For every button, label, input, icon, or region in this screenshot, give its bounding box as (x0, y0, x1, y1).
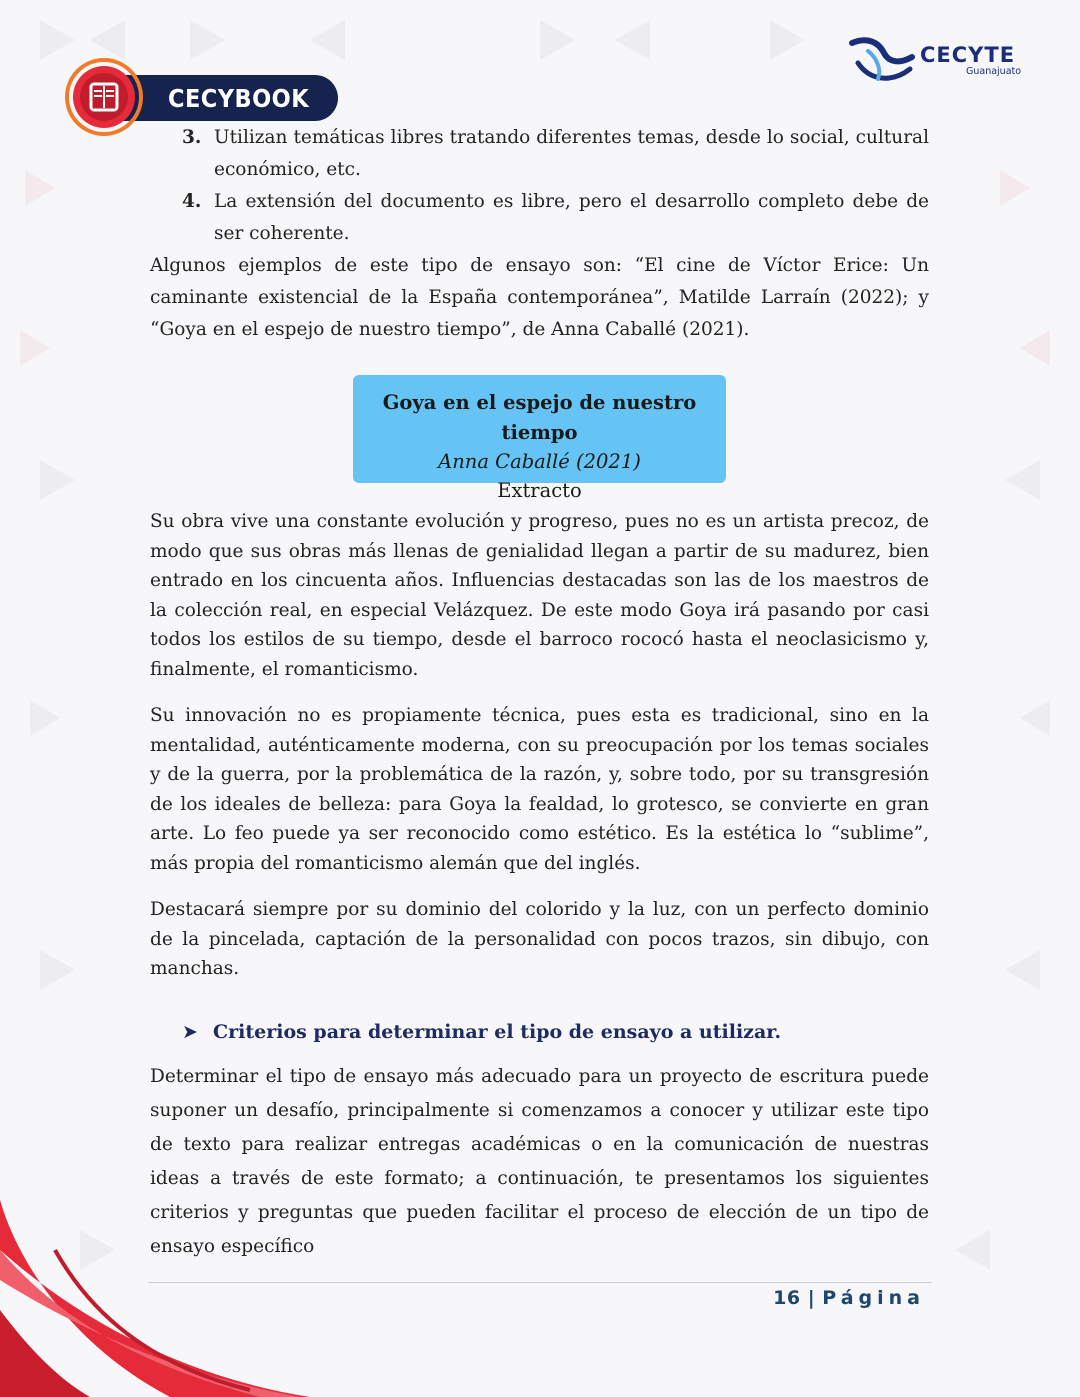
callout-label: Extracto (497, 479, 582, 502)
list-item (150, 122, 929, 186)
callout-title: Goya en el espejo de nuestro tiempo (382, 391, 697, 444)
body-paragraph: Su innovación no es propiamente técnica, pues esta es tradicional, sino en la mentalidad, auténticamente moderna, con su preocupación por los temas sociales y de la guerra, por la problemática de la razón, y, sobre todo, por su transgresión de los ideales de belleza: para Goya la fealdad, lo grotesco, se convierte en gran arte. Lo feo puede ya ser reconocido como estético. Es la estética lo “sublime”, más propia del romanticismo alemán que del inglés. (150, 705, 929, 874)
section-heading-text: Criterios para determinar el tipo de ensayo a utilizar. (213, 1020, 782, 1043)
examples-paragraph: Algunos ejemplos de este tipo de ensayo son: “El cine de Víctor Erice: Un caminante existencial de la España contemporánea”, Matilde Larraín (2022); y “Goya en el espejo de nuestro tiempo”, de Anna Caballé (2021). (150, 255, 929, 340)
callout-author: Anna Caballé (2021) (438, 450, 641, 473)
list-item-text: La extensión del documento es libre, pero el desarrollo completo debe de ser coherente. (214, 191, 929, 244)
body-paragraph: Su obra vive una constante evolución y progreso, pues no es un artista precoz, de modo que sus obras más llenas de genialidad llegan a partir de su madurez, bien entrado en los cincuenta años. Influencias destacadas son las de los maestros de la colección real, en especial Velázquez. De este modo Goya irá pasando por casi todos los estilos de su tiempo, desde el barroco rococó hasta el neoclasicismo y, finalmente, el romanticismo. (150, 511, 929, 680)
cecyte-logo (848, 35, 1028, 87)
book-icon (62, 55, 144, 137)
section-heading (150, 1017, 929, 1047)
page-content (150, 122, 929, 1264)
corner-decoration (0, 1190, 310, 1397)
page-label: Página (822, 1287, 925, 1309)
list-item-text: Utilizan temáticas libres tratando diferentes temas, desde lo social, cultural económico, etc. (214, 127, 929, 180)
page-number-value: 16 (773, 1287, 801, 1309)
excerpt-callout (353, 375, 726, 502)
cecybook-logo-text: CECYBOOK (168, 83, 310, 113)
list-item (150, 186, 929, 250)
body-paragraph: Destacará siempre por su dominio del colorido y la luz, con un perfecto dominio de la pincelada, captación de la personalidad con pocos trazos, sin dibujo, con manchas. (150, 899, 929, 979)
body-paragraph: Determinar el tipo de ensayo más adecuado para un proyecto de escritura puede suponer un desafío, principalmente si comenzamos a conocer y utilizar este tipo de texto para realizar entregas académicas o en la comunicación de nuestras ideas a través de este formato; a continuación, te presentamos los siguientes criterios y preguntas que pueden facilitar el proceso de elección de un tipo de ensayo específico (150, 1065, 929, 1257)
list-item-number: 3. (182, 127, 202, 148)
page-number (773, 1287, 925, 1309)
cecyte-emblem-icon (848, 35, 918, 87)
cecyte-subtitle: Guanajuato (966, 66, 1022, 77)
arrow-bullet-icon: ➤ (182, 1020, 198, 1043)
list-item-number: 4. (182, 191, 202, 212)
page-number-separator: | (807, 1287, 816, 1309)
cecyte-name: CECYTE (920, 43, 1016, 67)
